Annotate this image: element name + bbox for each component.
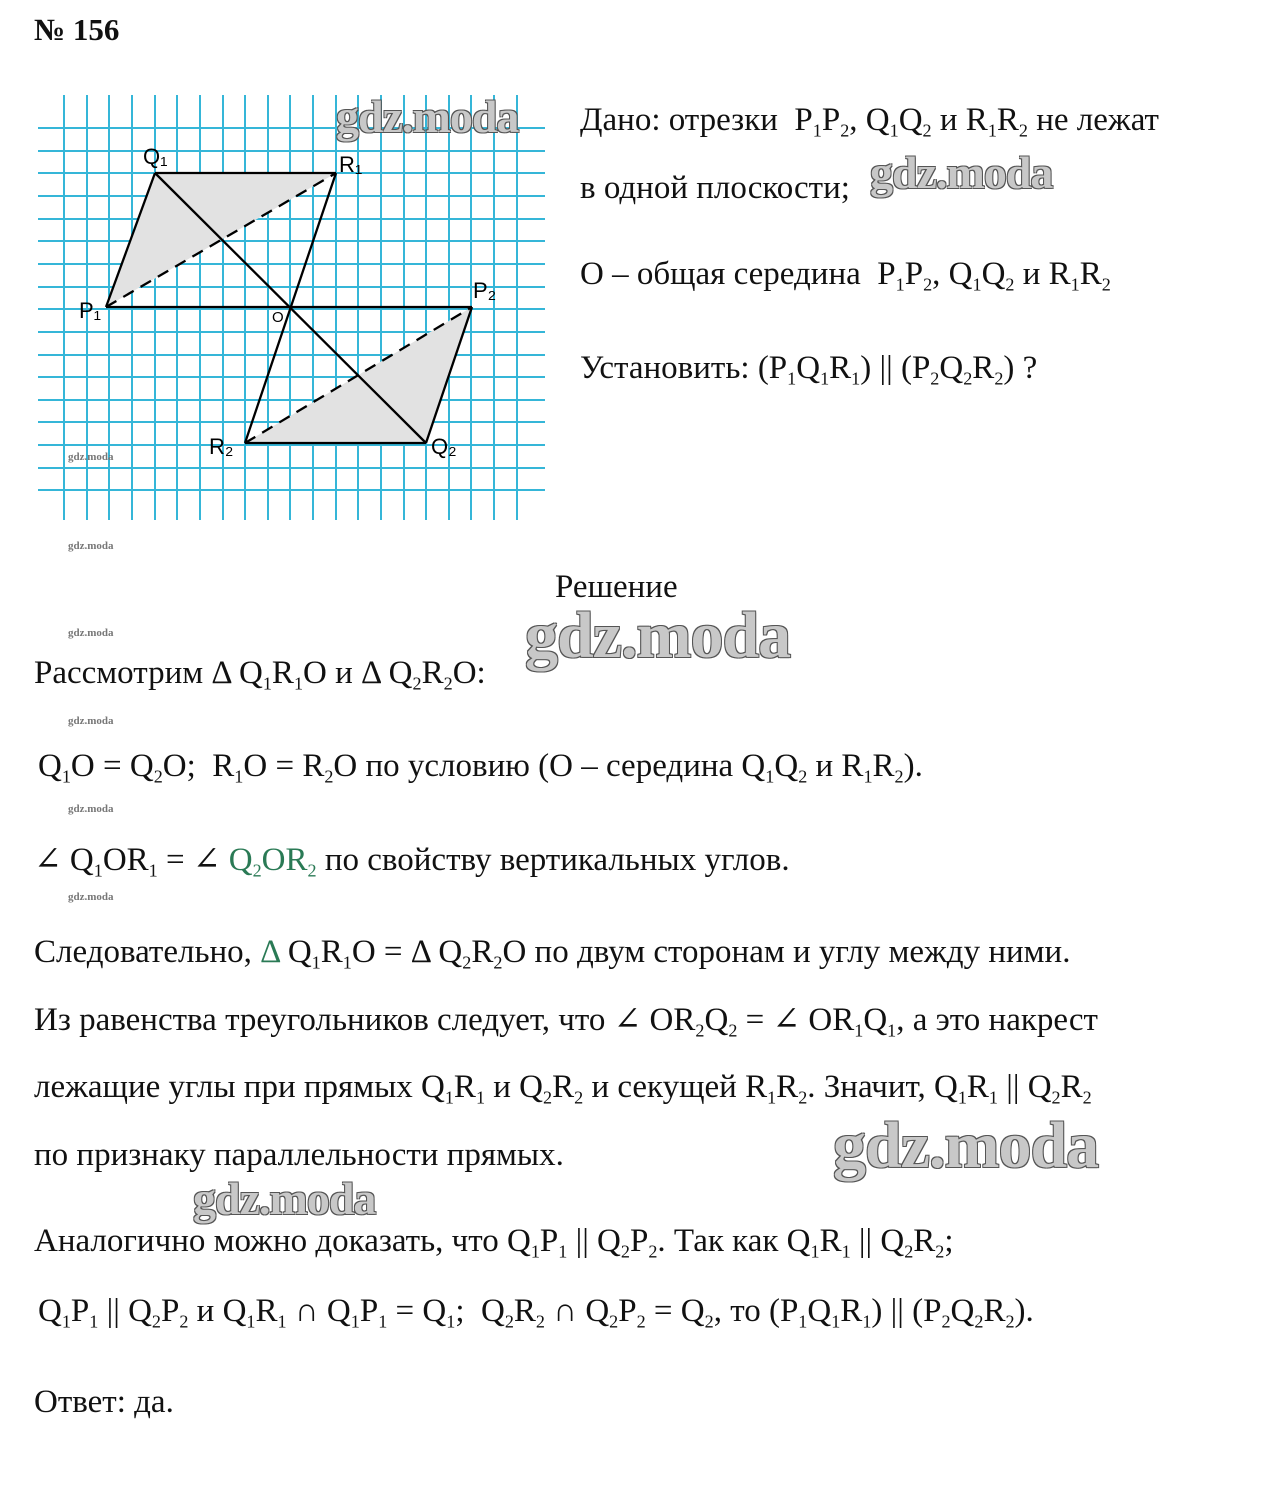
given-prefix: Дано: отрезки xyxy=(580,102,778,138)
solution-line-6: лежащие углы при прямых $Q_1R_1$ и $Q_2R_2$ и секущей $R_1R_2$. Значит, $Q_1R_1$ || $Q_2R_2$ xyxy=(34,1069,1092,1108)
label-q1: Q₁ xyxy=(143,144,168,169)
watermark: gdz.moda xyxy=(870,147,1053,198)
hence-text: . Значит, xyxy=(807,1069,926,1105)
solution-line-3: ∠ $Q_1OR_1$ = ∠ $Q_2OR_2$ по свойству вертикальных углов. xyxy=(34,842,790,881)
given-sep: , xyxy=(849,102,858,138)
label-p2: P₂ xyxy=(473,278,497,303)
establish-label: Установить: xyxy=(580,350,750,386)
lying-angles-text: лежащие углы при прямых xyxy=(34,1069,413,1105)
solution-line-7: по признаку параллельности прямых. xyxy=(34,1137,564,1173)
label-o: O xyxy=(272,309,284,326)
watermark: gdz.moda xyxy=(525,599,791,672)
question-mark: ? xyxy=(1022,350,1038,386)
watermark: gdz.moda xyxy=(193,1173,376,1224)
watermark-small: gdz.moda xyxy=(68,540,114,552)
solution-line-4: Следовательно, Δ $Q_1R_1O = \Delta$ $Q_2R_2O$ по двум сторонам и углу между ними. xyxy=(34,934,1071,973)
solution-line-9: $Q_1P_1$ || $Q_2P_2$ и $Q_1R_1$ ∩ $Q_1P_1 = Q_1$; $Q_2R_2$ ∩ $Q_2P_2 = Q_2$, то $(P_1Q_1R_1)$ || $(P_2Q_2R_2)$. xyxy=(38,1293,1034,1332)
label-r1: R₁ xyxy=(339,152,363,177)
solution-line-2: $Q_1O = Q_2O$; $R_1O = R_2O$ по условию (O – середина $Q_1Q_2$ и $R_1R_2$). xyxy=(38,748,923,787)
solution-line-8: Аналогично можно доказать, что $Q_1P_1$ || $Q_2P_2$. Так как $Q_1R_1$ || $Q_2R_2$; xyxy=(34,1223,954,1262)
answer: Ответ: да. xyxy=(34,1384,174,1420)
therefore-text: Следовательно, xyxy=(34,934,252,970)
midpoint-prefix: O – общая середина xyxy=(580,256,861,292)
watermark-small: gdz.moda xyxy=(68,715,114,727)
given-midpoint: O – общая середина $P_1P_2$, $Q_1Q_2$ и $R_1R_2$ xyxy=(580,256,1111,295)
given-line-1: Дано: отрезки $P_1P_2$, $Q_1Q_2$ и $R_1R_2$ не лежат xyxy=(580,102,1159,141)
watermark-small: gdz.moda xyxy=(68,803,114,815)
from-equality-text: Из равенства треугольников следует, что xyxy=(34,1002,606,1038)
given-not-lie: не лежат xyxy=(1036,102,1159,138)
label-r2: R₂ xyxy=(209,434,234,459)
solution-line-1: Рассмотрим Δ $Q_1R_1O$ и Δ $Q_2R_2O$: xyxy=(34,655,486,694)
sas-text: по двум сторонам и углу между ними. xyxy=(534,934,1071,970)
consider-text: Рассмотрим xyxy=(34,655,204,691)
label-q2: Q₂ xyxy=(431,434,457,459)
given-establish: Установить: $(P_1Q_1R_1)$ || $(P_2Q_2R_2)$ ? xyxy=(580,350,1038,389)
given-line-2: в одной плоскости; xyxy=(580,170,850,206)
watermark-small: gdz.moda xyxy=(68,451,114,463)
and-secant-text: и секущей xyxy=(591,1069,737,1105)
vertical-angles-text: по свойству вертикальных углов. xyxy=(324,842,790,878)
then-text: , то xyxy=(713,1293,761,1329)
watermark-small: gdz.moda xyxy=(68,627,114,639)
by-condition-text: по условию (O – середина xyxy=(365,748,734,784)
watermark: gdz.moda xyxy=(336,91,519,142)
label-p1: P₁ xyxy=(79,298,102,323)
solution-line-5: Из равенства треугольников следует, что ∠ $OR_2Q_2$ = ∠ $OR_1Q_1$, а это накрест xyxy=(34,1002,1098,1041)
watermark-small: gdz.moda xyxy=(68,891,114,903)
and-text: и xyxy=(335,655,353,691)
given-and: и xyxy=(939,102,958,138)
alternate-text: , а это накрест xyxy=(896,1002,1098,1038)
problem-number: № 156 xyxy=(34,12,120,47)
similarly-text: Аналогично можно доказать, что xyxy=(34,1223,499,1259)
since-text: . Так как xyxy=(657,1223,779,1259)
solution-heading: Решение xyxy=(555,569,678,605)
watermark: gdz.moda xyxy=(833,1109,1099,1182)
